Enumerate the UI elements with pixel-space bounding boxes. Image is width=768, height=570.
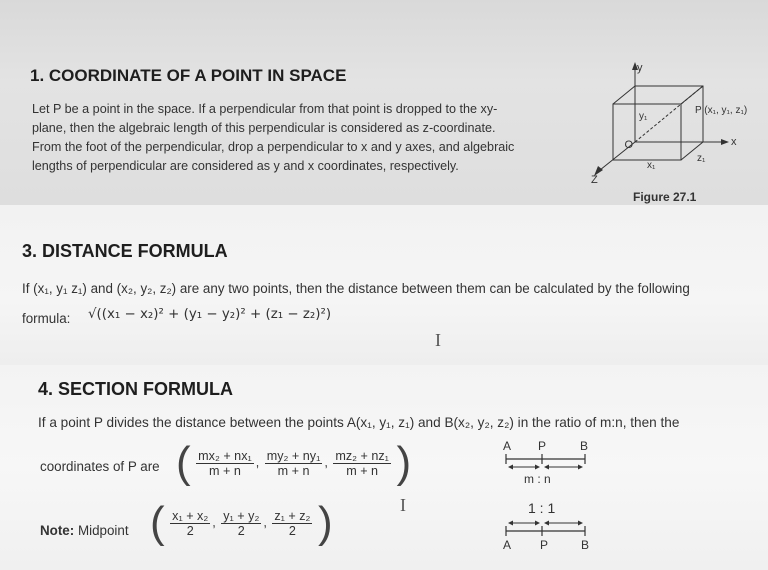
midpoint-expression: ( $\frac{\text{x₁ + x₂}}{2}$ , $\frac{\text{y₁ + y₂}}{2}$ , $\frac{\text{z₁ + z₂}}{2}$ ) xyxy=(150,498,333,547)
mid-frac-x-num: x₁ + x₂ xyxy=(172,508,209,523)
section1-line-4: lengths of perpendicular are considered as y and x coordinates, respectively. xyxy=(32,159,459,173)
diagram1-ratio: m : n xyxy=(524,472,551,486)
section4-title: 4. SECTION FORMULA xyxy=(38,379,234,399)
diagram2-a: A xyxy=(503,538,512,552)
mid-frac-y-den: 2 xyxy=(237,523,245,538)
section1-line-2: plane, then the algebraic length of this perpendicular is considered as z-coordinate. xyxy=(32,121,496,135)
diagram2-p: P xyxy=(540,538,549,552)
text-cursor-icon: I xyxy=(435,330,441,350)
diagram1-b: B xyxy=(580,439,589,453)
left-paren: ( xyxy=(176,438,191,487)
frac-y-num: my₂ + ny₁ xyxy=(266,448,321,463)
note-text: Midpoint xyxy=(77,523,129,538)
section1-line-1: Let P be a point in the space. If a perpendicular from that point is dropped to the xy- xyxy=(32,102,498,116)
section4-line-1: If a point P divides the distance between the points A(x₁, y₁, z₁) and B(x₂, y₂, z₂) in the ratio of m:n, then the xyxy=(38,415,680,430)
mid-right-paren: ) xyxy=(317,498,333,547)
mid-left-paren: ( xyxy=(150,498,165,547)
section-distance xyxy=(0,205,768,365)
x-axis-label: x xyxy=(731,136,737,148)
section3-formula-label: formula: xyxy=(22,311,71,326)
distance-formula: √((x₁ − x₂)² + (y₁ − y₂)² + (z₁ − z₂)²) xyxy=(88,307,332,322)
figure-caption: Figure 27.1 xyxy=(633,190,697,204)
frac-z-num: mz₂ + nz₁ xyxy=(335,448,389,463)
frac-z xyxy=(333,449,391,478)
note-line xyxy=(40,523,129,538)
frac-x xyxy=(196,449,254,478)
mid-frac-y xyxy=(221,509,261,538)
mid-frac-x xyxy=(170,509,210,538)
x1-label: x₁ xyxy=(647,160,656,171)
mid-frac-y-num: y₁ + y₂ xyxy=(223,508,260,523)
section-coordinate xyxy=(0,0,768,205)
section1-title: 1. COORDINATE OF A POINT IN SPACE xyxy=(30,66,347,85)
point-p-label: P (x₁, y₁, z₁) xyxy=(695,105,748,116)
coords-label: coordinates of P are xyxy=(40,459,160,474)
frac-y-den: m + n xyxy=(277,463,310,478)
z1-label: z₁ xyxy=(697,153,706,164)
y1-label: y₁ xyxy=(639,111,648,122)
coordinate-cube-figure xyxy=(585,58,768,188)
section1-line-3: From the foot of the perpendicular, drop a perpendicular to x and y axes, and algebraic xyxy=(32,140,515,154)
section3-title: 3. DISTANCE FORMULA xyxy=(22,241,228,261)
diagram1-p: P xyxy=(538,439,547,453)
mid-frac-x-den: 2 xyxy=(186,523,194,538)
frac-x-den: m + n xyxy=(209,463,241,478)
mid-frac-z-num: z₁ + z₂ xyxy=(274,508,311,523)
z-axis-label: Z xyxy=(591,174,598,186)
origin-label: O xyxy=(624,139,633,151)
frac-x-num: mx₂ + nx₁ xyxy=(198,448,252,463)
y-axis-label: y xyxy=(637,62,643,74)
note-label: Note: xyxy=(40,523,75,538)
diagram1-a: A xyxy=(503,439,512,453)
section3-line-1: If (x₁, y₁ z₁) and (x₂, y₂, z₂) are any two points, then the distance between them can be calculated by the following xyxy=(22,281,690,296)
mid-frac-z-den: 2 xyxy=(288,523,296,538)
diagram2-ratio: 1 : 1 xyxy=(528,500,556,516)
frac-z-den: m + n xyxy=(346,463,379,478)
section-section-formula xyxy=(0,365,768,570)
ratio-diagram-midpoint xyxy=(500,497,600,557)
diagram2-b: B xyxy=(581,538,590,552)
section-formula-expression: ( $\frac{\text{mx₂ + nx₁}}{m + n}$ , $\frac{\text{my₂ + ny₁}}{m + n}$ , $\frac{\text{mz₂ + nz₁}}{m + n}$ ) xyxy=(176,438,412,487)
mid-frac-z xyxy=(272,509,312,538)
text-cursor-icon-2: I xyxy=(400,495,406,515)
x-axis-arrowhead xyxy=(721,139,729,145)
right-paren: ) xyxy=(396,438,412,487)
frac-y xyxy=(265,449,323,478)
ratio-diagram-mn xyxy=(500,437,600,493)
